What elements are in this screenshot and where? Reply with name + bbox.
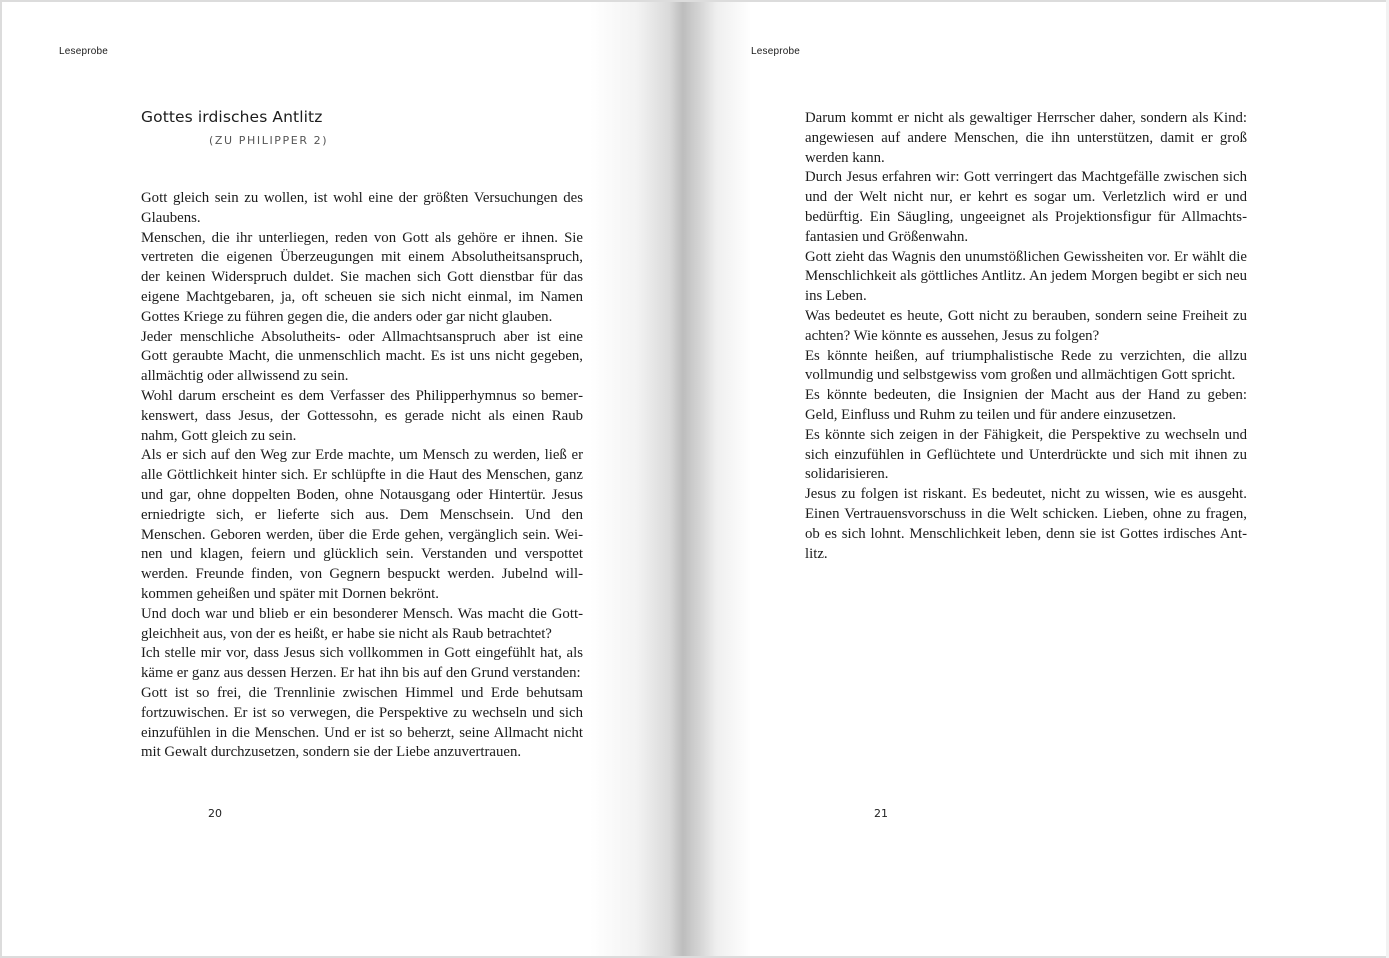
- running-head-right: Leseprobe: [751, 46, 801, 57]
- paragraph: Jesus zu folgen ist riskant. Es bedeutet, nicht zu wissen, wie es ausgeht. Einen Vertrauensvorschuss in die Welt schicken. Lieben, ohne zu fragen, ob es sich lohnt. Menschlichkeit leben, denn sie ist Gottes irdisches Antlitz.: [805, 486, 1247, 562]
- paragraph: Als er sich auf den Weg zur Erde machte, um Mensch zu werden, ließ er alle Göttlichkeit hinter sich. Er schlüpfte in die Haut des Menschen, ganz und gar, ohne doppelten Boden, ohne Notausgang oder Hintertür. Jesus erniedrigte sich, er lieferte sich aus. Dem Menschsein. Und den Menschen. Geboren werden, über die Erde gehen, vergänglich sein. Weinen und klagen, feiern und glücklich sein. Verstanden und verspottet werden. Freunde finden, von Gegnern bespuckt werden. Jubelnd willkommen geheißen und später mit Dornen bekrönt.: [141, 447, 583, 602]
- book-gutter: [670, 2, 696, 956]
- paragraph: Jeder menschliche Absolutheits- oder Allmachtsanspruch aber ist eine Gott geraubte Macht, die unmenschlich macht. Es ist uns nicht gegeben, allmächtig oder allwissend zu sein.: [141, 328, 583, 385]
- paragraph: Durch Jesus erfahren wir: Gott verringert das Machtgefälle zwischen sich und der Welt nicht nur, er kehrt es sogar um. Verletzlich wird er und bedürftig. Ein Säugling, ungeeignet als Projektionsfigur für Allmachtsfantasien und Größenwahn.: [805, 169, 1247, 245]
- page-number-left: 20: [208, 807, 222, 820]
- paragraph: Und doch war und blieb er ein besonderer Mensch. Was macht die Gottgleichheit aus, von der es heißt, er habe sie nicht als Raub betrachtet?: [141, 605, 583, 642]
- paragraph: Was bedeutet es heute, Gott nicht zu berauben, sondern seine Freiheit zu achten? Wie könnte es aussehen, Jesus zu folgen?: [805, 307, 1247, 344]
- running-head-left: Leseprobe: [59, 46, 109, 57]
- page-number-right: 21: [874, 807, 888, 820]
- paragraph: Wohl darum erscheint es dem Verfasser des Philipperhymnus so bemerkenswert, dass Jesus, der Gottessohn, es gerade nicht als einen Raub nahm, Gott gleich zu sein.: [141, 387, 583, 444]
- paragraph: Gott gleich sein zu wollen, ist wohl eine der größten Versuchungen des Glaubens.: [141, 190, 583, 226]
- right-body-text: [805, 109, 1247, 564]
- paragraph: Es könnte heißen, auf triumphalistische Rede zu verzichten, die allzu vollmundig und selbstgewiss vom großen und allmächtigen Gott spricht.: [805, 347, 1247, 384]
- left-body-text: [141, 189, 583, 763]
- paragraph: Darum kommt er nicht als gewaltiger Herrscher daher, sondern als Kind: angewiesen auf andere Menschen, die ihn unterstützen, damit er groß werden kann.: [805, 110, 1247, 166]
- paragraph: Gott ist so frei, die Trennlinie zwischen Himmel und Erde behutsam fortzuwischen. Er ist so verwegen, die Perspektive zu wechseln und sich einzufühlen in die Menschen. Und er ist so beherzt, seine Allmacht nicht mit Gewalt durchzusetzen, sondern sie der Liebe anzuvertrauen.: [141, 684, 583, 761]
- chapter-title: Gottes irdisches Antlitz: [141, 108, 323, 126]
- paragraph: Menschen, die ihr unterliegen, reden von Gott als gehöre er ihnen. Sie vertreten die eigenen Überzeugungen mit einem Absolutheitsanspruch, der keinen Widerspruch duldet. Sie machen sich Gott dienstbar für das eigene Machtgebaren, ja, oft scheuen sie sich nicht einmal, im Namen Gottes Kriege zu führen gegen die, die anders oder gar nicht glauben.: [141, 229, 583, 325]
- right-page: [696, 2, 1386, 956]
- paragraph: Ich stelle mir vor, dass Jesus sich vollkommen in Gott eingefühlt hat, als käme er ganz aus dessen Herzen. Er hat ihn bis auf den Grund verstanden:: [141, 645, 583, 682]
- left-page: [2, 2, 670, 956]
- paragraph: Es könnte bedeuten, die Insignien der Macht aus der Hand zu geben: Geld, Einfluss und Ruhm zu teilen und für andere einzusetzen.: [805, 387, 1247, 423]
- chapter-subtitle: (ZU PHILIPPER 2): [209, 134, 329, 147]
- paragraph: Gott zieht das Wagnis den unumstößlichen Gewissheiten vor. Er wählt die Menschlichkeit als göttliches Antlitz. An jedem Morgen begibt er sich neu ins Leben.: [805, 248, 1247, 305]
- paragraph: Es könnte sich zeigen in der Fähigkeit, die Perspektive zu wechseln und sich einzufühlen in Geflüchtete und Unterdrückte und sich mit ihnen zu solidarisieren.: [805, 426, 1247, 483]
